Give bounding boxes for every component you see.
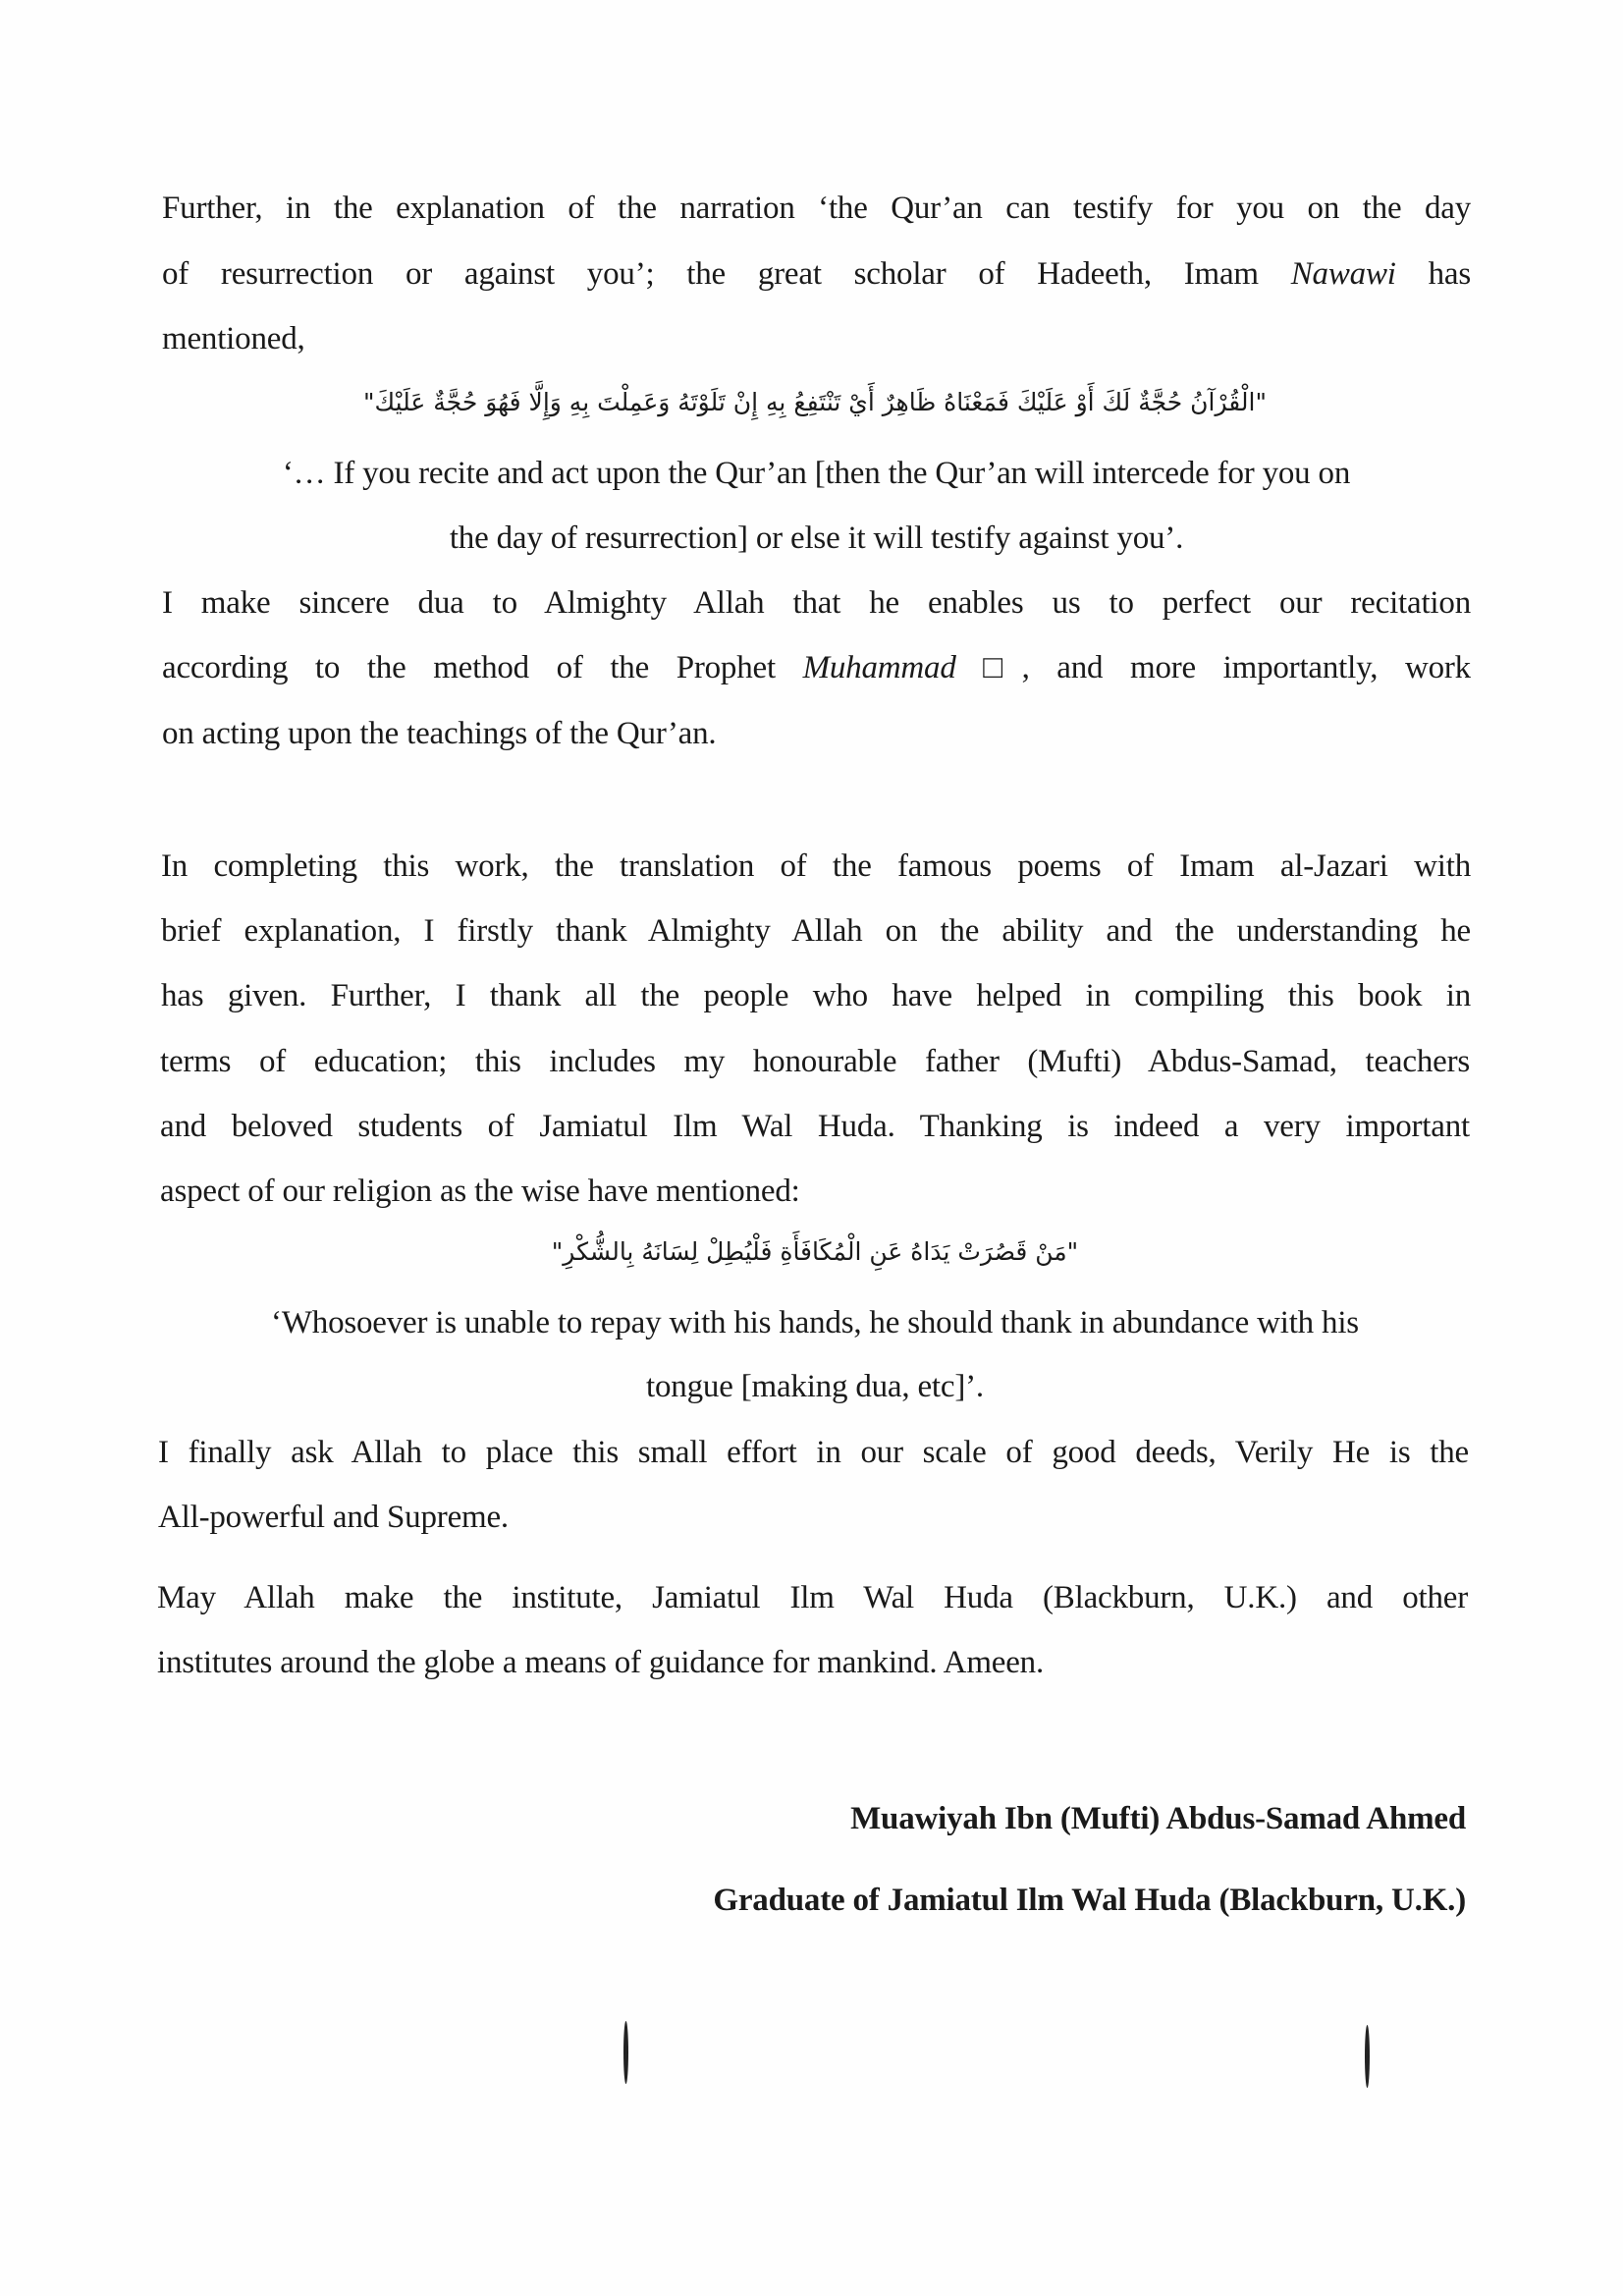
paragraph-1-line-2-end: has bbox=[1428, 256, 1471, 292]
paragraph-1-line-2-text: of resurrection or against you’; the great scholar of Hadeeth, Imam bbox=[162, 256, 1259, 292]
missing-glyph-icon: □ bbox=[983, 650, 1022, 685]
vertical-mark-right bbox=[1365, 2025, 1370, 2088]
paragraph-2-line-2 bbox=[162, 648, 1471, 687]
paragraph-5-line-1: May Allah make the institute, Jamiatul Ilm Wal Huda (Blackburn, U.K.) and other bbox=[157, 1580, 1468, 1615]
arabic-quote-nawawi: "الْقُرْآنُ حُجَّةٌ لَكَ أَوْ عَلَيْكَ فَمَعْنَاهُ ظَاهِرٌ أَيْ تَنْتَفِعُ بِهِ إِنْ تَلَوْتَهُ وَعَمِلْتَ بِهِ وَإِلَّا فَهُوَ حُجَّةٌ عَلَيْكَ" bbox=[363, 388, 1267, 416]
paragraph-3-line-1: In completing this work, the translation of the famous poems of Imam al-Jazari with bbox=[161, 848, 1471, 884]
paragraph-2-line-3: on acting upon the teachings of the Qur’an. bbox=[162, 716, 717, 751]
italic-name-nawawi: Nawawi bbox=[1290, 256, 1396, 292]
translation-1-line-2: the day of resurrection] or else it will testify against you’. bbox=[449, 520, 1184, 556]
paragraph-4-line-2: All-powerful and Supreme. bbox=[158, 1500, 509, 1535]
translation-1-line-1: ‘… If you recite and act upon the Qur’an [then the Qur’an will intercede for you on bbox=[282, 456, 1351, 491]
paragraph-2-line-2-end: , and more importantly, work bbox=[1021, 650, 1471, 685]
paragraph-3-line-5: and beloved students of Jamiatul Ilm Wal Huda. Thanking is indeed a very important bbox=[160, 1109, 1470, 1144]
paragraph-3-line-6: aspect of our religion as the wise have mentioned: bbox=[160, 1174, 800, 1209]
paragraph-1-line-3: mentioned, bbox=[162, 321, 305, 356]
paragraph-2-line-2-text: according to the method of the Prophet bbox=[162, 650, 776, 685]
paragraph-2-line-1: I make sincere dua to Almighty Allah that he enables us to perfect our recitation bbox=[162, 585, 1471, 621]
paragraph-1-line-1: Further, in the explanation of the narration ‘the Qur’an can testify for you on the day bbox=[162, 191, 1471, 226]
italic-name-muhammad: Muhammad bbox=[802, 650, 956, 685]
paragraph-5-line-2: institutes around the globe a means of guidance for mankind. Ameen. bbox=[157, 1645, 1045, 1680]
signature-name: Muawiyah Ibn (Mufti) Abdus-Samad Ahmed bbox=[850, 1801, 1466, 1836]
arabic-quote-gratitude: "مَنْ قَصُرَتْ يَدَاهُ عَنِ الْمُكَافَأَةِ فَلْيُطِلْ لِسَانَهُ بِالشُّكْرِ" bbox=[551, 1237, 1079, 1266]
paragraph-3-line-3: has given. Further, I thank all the people who have helped in compiling this book in bbox=[161, 978, 1471, 1013]
paragraph-3-line-2: brief explanation, I firstly thank Almighty Allah on the ability and the understanding he bbox=[161, 913, 1471, 949]
translation-2-line-2: tongue [making dua, etc]’. bbox=[646, 1369, 984, 1404]
paragraph-3-line-4: terms of education; this includes my honourable father (Mufti) Abdus-Samad, teachers bbox=[160, 1044, 1470, 1079]
paragraph-4-line-1: I finally ask Allah to place this small effort in our scale of good deeds, Verily He is the bbox=[158, 1435, 1469, 1470]
vertical-mark-left bbox=[623, 2021, 628, 2084]
translation-2-line-1: ‘Whosoever is unable to repay with his hands, he should thank in abundance with his bbox=[271, 1305, 1359, 1340]
signature-title: Graduate of Jamiatul Ilm Wal Huda (Blackburn, U.K.) bbox=[713, 1883, 1466, 1918]
paragraph-1-line-2 bbox=[162, 254, 1471, 294]
